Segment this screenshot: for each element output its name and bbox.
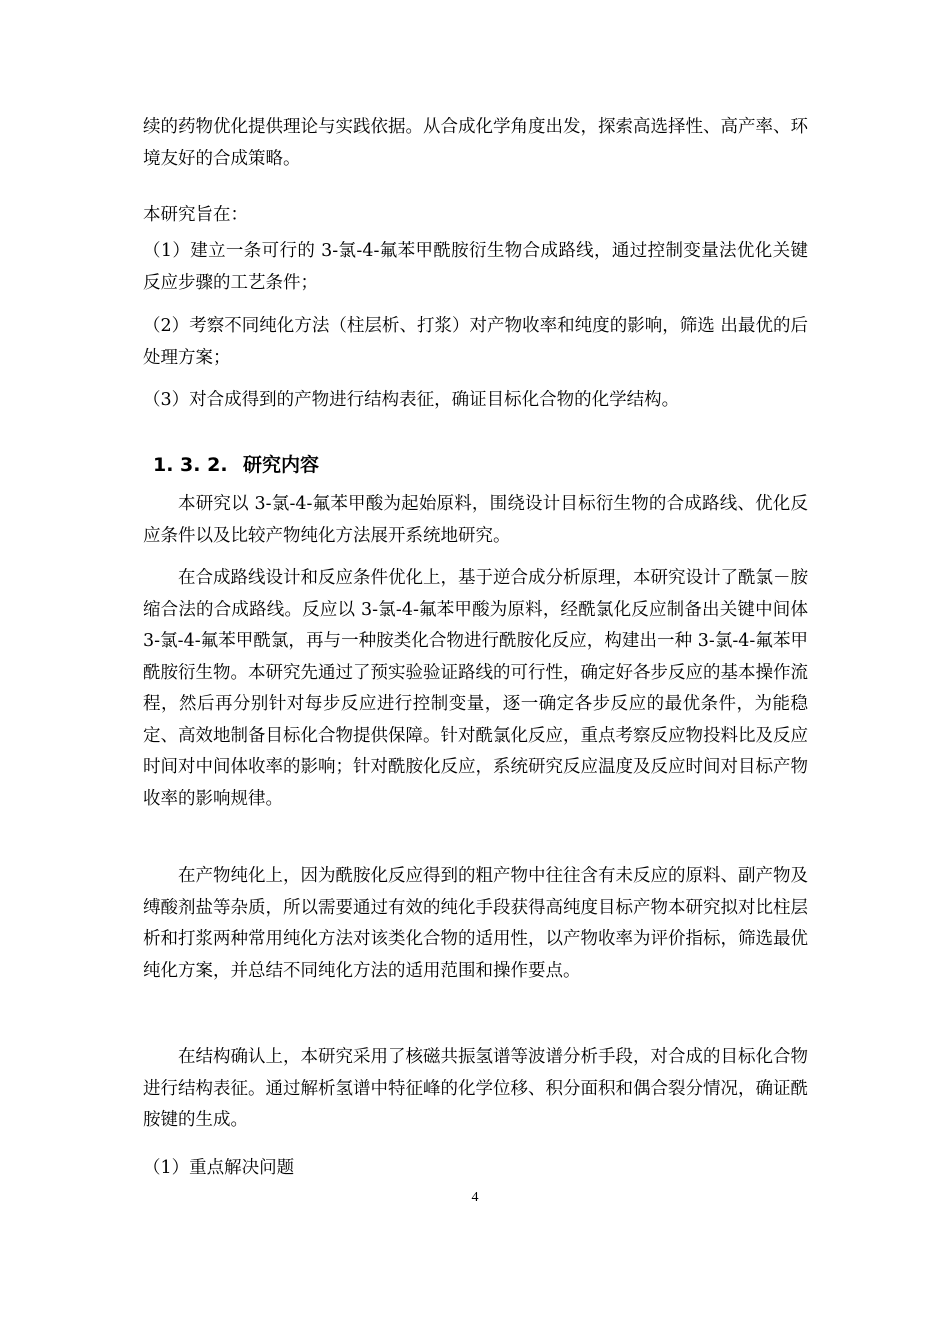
paragraph-aim-1: （1）建立一条可行的 3-氯-4-氟苯甲酰胺衍生物合成路线，通过控制变量法优化关键反应步骤的工艺条件； — [143, 241, 808, 293]
section-number: 1. 3. 2. — [153, 454, 228, 476]
paragraph-body-5: （1）重点解决问题 — [143, 1158, 295, 1178]
paragraph-body-1: 本研究以 3-氯-4-氟苯甲酸为起始原料，围绕设计目标衍生物的合成路线、优化反应条件以及比较产物纯化方法展开系统地研究。 — [143, 494, 808, 546]
paragraph-intro-continuation: 续的药物优化提供理论与实践依据。从合成化学角度出发，探索高选择性、高产率、环境友好的合成策略。 — [143, 117, 808, 169]
paragraph-body-2: 在合成路线设计和反应条件优化上，基于逆合成分析原理，本研究设计了酰氯－胺缩合法的合成路线。反应以 3-氯-4-氟苯甲酸为原料，经酰氯化反应制备出关键中间体 3-氯-4-氟苯甲酰氯，再与一种胺类化合物进行酰胺化反应，构建出一种 3-氯-4-氟苯甲酰胺衍生物。本研究先通过了预实验验证路线的可行性，确定好各步反应的基本操作流程，然后再分别针对每步反应进行控制变量，逐一确定各步反应的最优条件，为能稳定、高效地制备目标化合物提供保障。针对酰氯化反应，重点考察反应物投料比及反应时间对中间体收率的影响；针对酰胺化反应，系统研究反应温度及反应时间对目标产物收率的影响规律。 — [143, 568, 808, 809]
page-number: 4 — [471, 1190, 479, 1205]
section-title: 研究内容 — [243, 454, 320, 476]
section-heading — [153, 450, 319, 477]
paragraph-body-4: 在结构确认上，本研究采用了核磁共振氢谱等波谱分析手段，对合成的目标化合物进行结构表征。通过解析氢谱中特征峰的化学位移、积分面积和偶合裂分情况，确证酰胺键的生成。 — [143, 1047, 808, 1130]
paragraph-body-3: 在产物纯化上，因为酰胺化反应得到的粗产物中往往含有未反应的原料、副产物及缚酸剂盐等杂质，所以需要通过有效的纯化手段获得高纯度目标产物本研究拟对比柱层析和打浆两种常用纯化方法对该类化合物的适用性，以产物收率为评价指标，筛选最优纯化方案，并总结不同纯化方法的适用范围和操作要点。 — [143, 866, 808, 981]
paragraph-aim-intro: 本研究旨在： — [143, 205, 248, 225]
paragraph-aim-2: （2）考察不同纯化方法（柱层析、打浆）对产物收率和纯度的影响，筛选 出最优的后处理方案； — [143, 316, 808, 368]
paragraph-aim-3: （3）对合成得到的产物进行结构表征，确证目标化合物的化学结构。 — [143, 390, 680, 410]
